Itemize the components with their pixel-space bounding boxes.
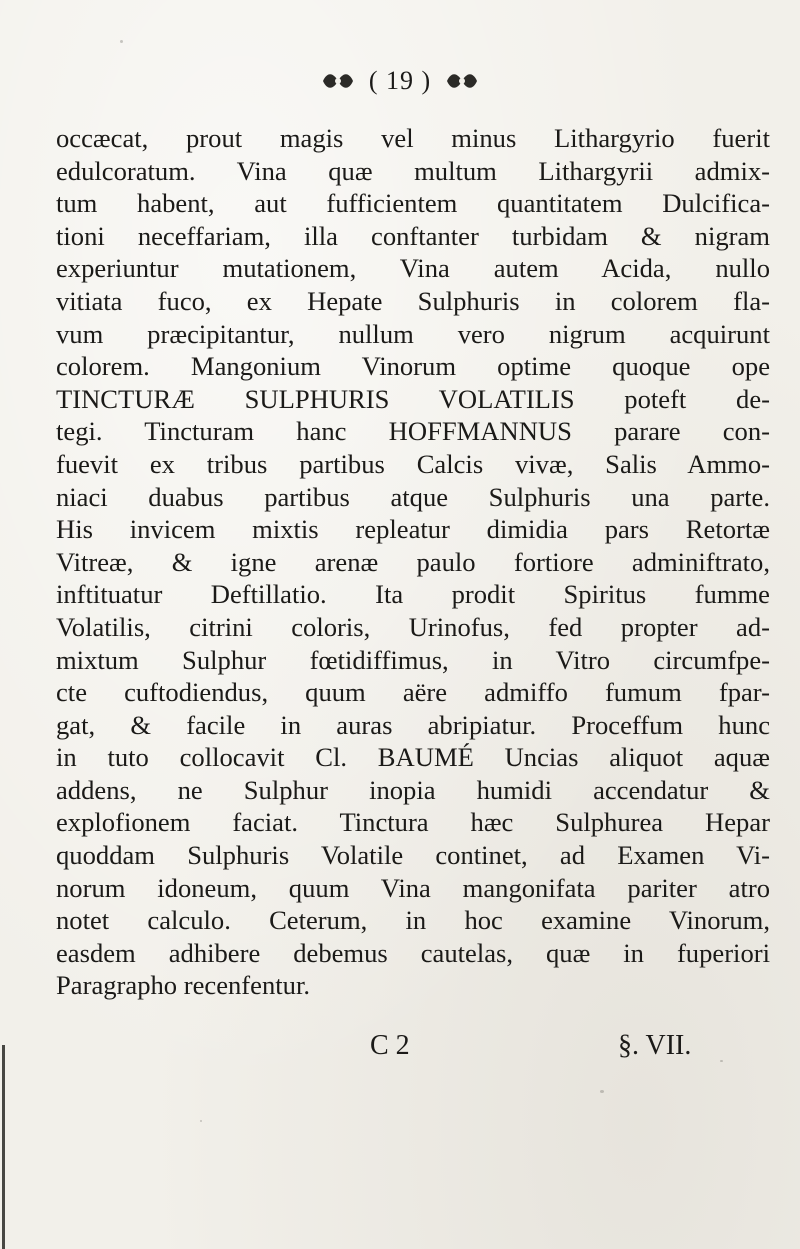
text-line: Vitreæ, & igne arenæ paulo fortiore adminiftrato,	[56, 546, 770, 577]
text-line: edulcoratum. Vina quæ multum Lithargyrii admix-	[56, 155, 770, 186]
text-line: inftituatur Deftillatio. Ita prodit Spiritus fumme	[56, 579, 770, 610]
text-line: mixtum Sulphur fœtidiffimus, in Vitro circumfpe-	[56, 644, 770, 675]
text-line: tum habent, aut fufficientem quantitatem Dulcifica-	[56, 188, 770, 219]
paper-speck	[120, 40, 123, 43]
paper-speck	[200, 1120, 202, 1122]
text-line: easdem adhibere debemus cautelas, quæ in fuperiori	[56, 937, 770, 968]
text-line: in tuto collocavit Cl. BAUMÉ Uncias aliquot aquæ	[56, 742, 770, 773]
section-mark: §. VII.	[618, 1030, 692, 1061]
signature-mark: C 2	[370, 1030, 410, 1061]
text-line: Volatilis, citrini coloris, Urinofus, fed propter ad-	[56, 611, 770, 642]
text-line: addens, ne Sulphur inopia humidi accendatur &	[56, 774, 770, 805]
text-line: tioni neceffariam, illa conftanter turbidam & nigram	[56, 220, 770, 251]
fleuron-icon	[445, 70, 479, 92]
page-number: ( 19 )	[368, 66, 432, 95]
text-line: gat, & facile in auras abripiatur. Proceffum hunc	[56, 709, 770, 740]
text-line: experiuntur mutationem, Vina autem Acida, nullo	[56, 253, 770, 284]
fleuron-icon	[321, 70, 355, 92]
text-line: TINCTURÆ SULPHURIS VOLATILIS poteft de-	[56, 383, 770, 414]
text-line: cte cuftodiendus, quum aëre admiffo fumum fpar-	[56, 677, 770, 708]
page-edge-line	[2, 1045, 5, 1249]
text-line: vum præcipitantur, nullum vero nigrum acquirunt	[56, 318, 770, 349]
text-line: colorem. Mangonium Vinorum optime quoque ope	[56, 351, 770, 382]
text-line: quoddam Sulphuris Volatile continet, ad Examen Vi-	[56, 840, 770, 871]
text-line: occæcat, prout magis vel minus Lithargyrio fuerit	[56, 123, 770, 153]
text-line: fuevit ex tribus partibus Calcis vivæ, Salis Ammo-	[56, 448, 770, 479]
text-line: explofionem faciat. Tinctura hæc Sulphurea Hepar	[56, 807, 770, 838]
page-header	[0, 66, 800, 96]
body-text	[56, 122, 770, 1002]
text-line: vitiata fuco, ex Hepate Sulphuris in colorem fla-	[56, 285, 770, 316]
paper-speck	[600, 1090, 604, 1093]
text-line: norum idoneum, quum Vina mangonifata pariter atro	[56, 872, 770, 903]
text-line: niaci duabus partibus atque Sulphuris una parte.	[56, 481, 770, 512]
text-line: notet calculo. Ceterum, in hoc examine Vinorum,	[56, 905, 770, 936]
paper-speck	[720, 1060, 723, 1062]
text-line: His invicem mixtis repleatur dimidia pars Retortæ	[56, 514, 770, 545]
text-line: Paragrapho recenfentur.	[56, 970, 310, 1001]
text-line: tegi. Tincturam hanc HOFFMANNUS parare con-	[56, 416, 770, 447]
